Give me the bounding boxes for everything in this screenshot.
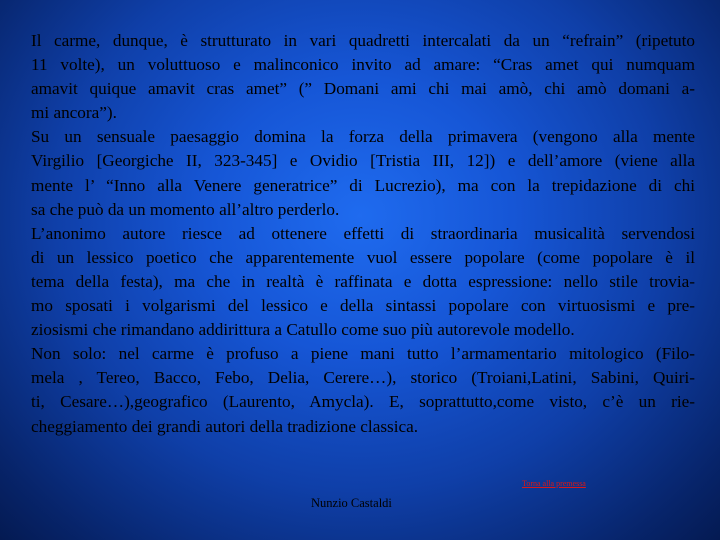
text-line: mi ancora”). bbox=[31, 103, 117, 123]
text-line: ziosismi che rimandano addirittura a Catullo come suo più autorevole modello. bbox=[31, 320, 575, 340]
text-line: di un lessico poetico che apparentemente vuol essere popolare (come popolare è il bbox=[31, 247, 695, 267]
text-line: cheggiamento dei grandi autori della tradizione classica. bbox=[31, 416, 419, 436]
text-line: 11 volte), un voluttuoso e malinconico invito ad amare: “Cras amet qui numquam bbox=[31, 55, 695, 75]
text-line: mo sposati i volgarismi del lessico e della sintassi popolare con virtuosismi e pre- bbox=[31, 296, 695, 316]
text-line: Virgilio [Georgiche II, 323-345] e Ovidio [Tristia III, 12]) e dell’amore (viene alla bbox=[31, 151, 695, 171]
text-line: Su un sensuale paesaggio domina la forza della primavera (vengono alla mente bbox=[31, 127, 695, 147]
text-line: ti, Cesare…),geografico (Laurento, Amycla). E, soprattutto,come visto, c’è un rie- bbox=[31, 392, 695, 412]
author-name: Nunzio Castaldi bbox=[311, 496, 392, 510]
text-line: amavit quique amavit cras amet” (” Domani ami chi mai amò, chi amò domani a- bbox=[31, 79, 695, 99]
slide-body-text bbox=[31, 29, 695, 439]
text-line: L’anonimo autore riesce ad ottenere effetti di straordinaria musicalità servendosi bbox=[31, 223, 695, 243]
text-line: Non solo: nel carme è profuso a piene mani tutto l’armamentario mitologico (Filo- bbox=[31, 344, 695, 364]
text-line: tema della festa), ma che in realtà è raffinata e dotta espressione: nello stile trovia- bbox=[31, 271, 695, 291]
text-line: mente l’ “Inno alla Venere generatrice” di Lucrezio), ma con la trepidazione di chi bbox=[31, 175, 695, 195]
text-line: sa che può da un momento all’altro perderlo. bbox=[31, 199, 340, 219]
back-to-premise-link[interactable]: Torna alla premessa bbox=[522, 479, 586, 488]
text-line: mela , Tereo, Bacco, Febo, Delia, Cerere…), storico (Troiani,Latini, Sabini, Quiri- bbox=[31, 368, 695, 388]
text-line: Il carme, dunque, è strutturato in vari quadretti intercalati da un “refrain” (ripetuto bbox=[31, 31, 695, 50]
